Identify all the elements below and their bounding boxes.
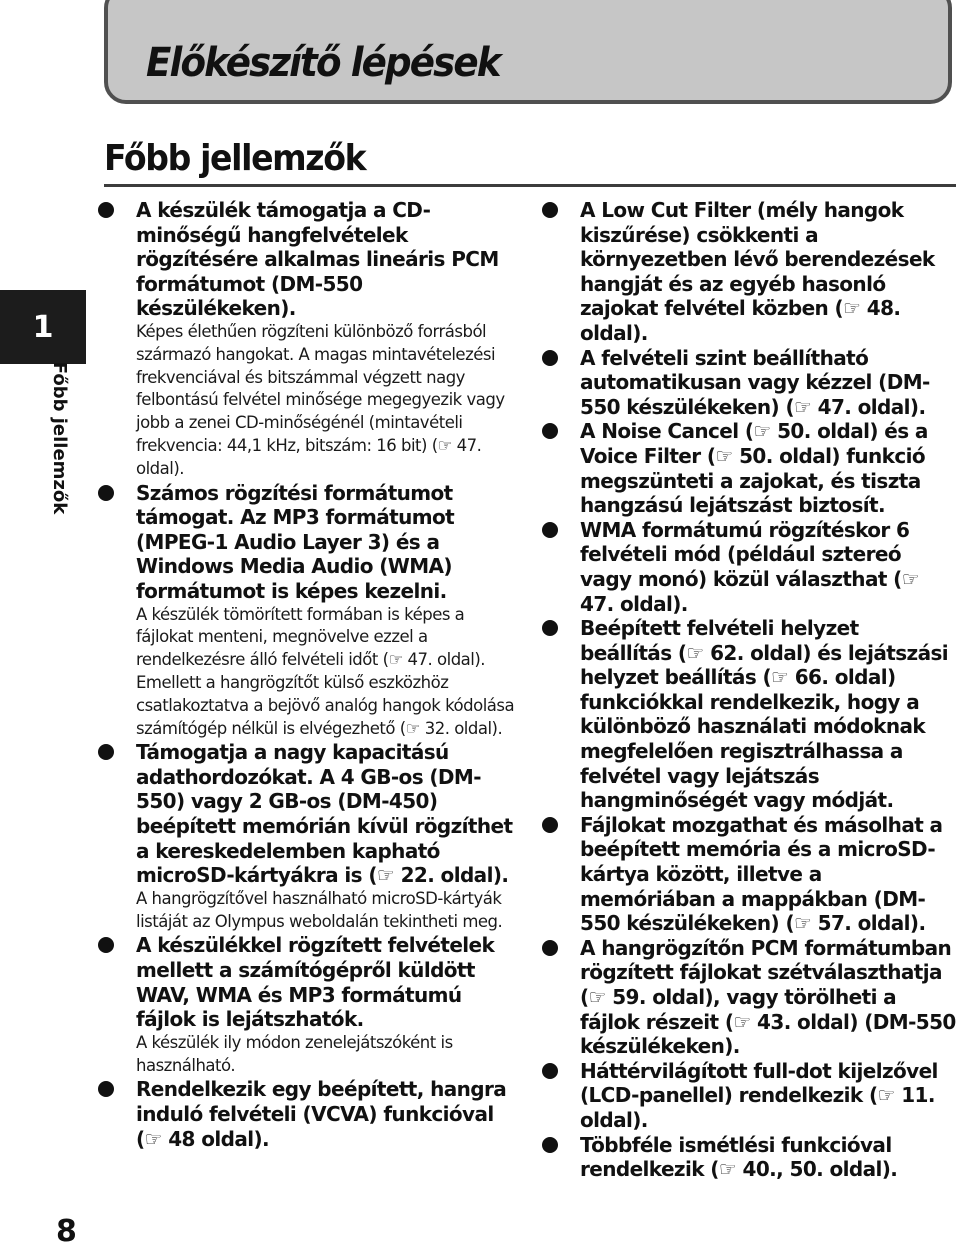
feature-item [542,616,956,813]
feature-description: Képes élethűen rögzíteni különböző forrásból származó hangokat. A magas mintavételezési frekvenciával és bitszámmal végzett nagy felbontású felvétel minősége megegyezik vagy jobb a zenei CD-minőségénél (mintavételi frekvencia: 44,1 kHz, bitszám: 16 bit) (☞ 47. oldal). [136,321,505,478]
bullet-icon [98,1081,114,1097]
chapter-tab-number: 1 [32,309,54,345]
bullet-icon [542,1063,558,1079]
feature-headline: WMA formátumú rögzítéskor 6 felvételi mód (például sztereó vagy monó) közül választhat (☞ 47. oldal). [580,517,920,616]
feature-item [542,1059,956,1133]
bullet-icon [542,350,558,366]
bullet-icon [542,817,558,833]
feature-headline: Többféle ismétlési funkcióval rendelkezik (☞ 40., 50. oldal). [580,1132,898,1182]
feature-list-right [542,198,956,1182]
feature-headline: Támogatja a nagy kapacitású adathordozókat. A 4 GB-os (DM-550) vagy 2 GB-os (DM-450) beépített memórián kívül rögzíthet a kereskedelemben kapható microSD-kártyákra is (☞ 22. oldal). [136,740,513,888]
feature-item [98,481,518,741]
feature-item [98,933,518,1077]
feature-item [98,1077,518,1151]
chapter-title: Előkészítő lépések [146,40,500,86]
feature-headline: A készülék támogatja a CD-minőségű hangfelvételek rögzítésére alkalmas lineáris PCM formátumot (DM-550 készülékeken). [136,198,499,321]
chapter-tab [0,290,86,364]
bullet-icon [98,202,114,218]
section-title: Főbb jellemzők [104,138,366,179]
feature-item [98,740,518,933]
feature-headline: A készülékkel rögzített felvételek mellett a számítógépről küldött WAV, WMA és MP3 formátumú fájlok is lejátszhatók. [136,933,495,1032]
feature-item [542,518,956,616]
feature-item [98,198,518,481]
feature-headline: Számos rögzítési formátumot támogat. Az MP3 formátumot (MPEG-1 Audio Layer 3) és a Windows Media Audio (WMA) formátumot is képes kezelni. [136,480,455,603]
feature-item [542,198,956,346]
bullet-icon [98,744,114,760]
bullet-icon [542,1137,558,1153]
feature-description: A hangrögzítővel használható microSD-kártyák listáját az Olympus weboldalán tekintheti meg. [136,888,503,931]
feature-description: A készülék tömörített formában is képes a fájlokat menteni, megnövelve ezzel a rendelkezésre álló felvételi időt (☞ 47. oldal). Emellett a hangrögzítőt külső eszközhöz csatlakoztatva a bejövő analóg hangok kódolása számítógép nélkül is elvégezhető (☞ 32. oldal). [136,604,515,738]
feature-item [542,1133,956,1182]
bullet-icon [542,522,558,538]
feature-headline: Rendelkezik egy beépített, hangra induló felvételi (VCVA) funkcióval (☞ 48 oldal). [136,1077,507,1151]
feature-item [542,346,956,420]
feature-headline: A Noise Cancel (☞ 50. oldal) és a Voice Filter (☞ 50. oldal) funkció megszünteti a zajokat, és tiszta hangzású lejátszást biztosít. [580,419,928,518]
feature-headline: Beépített felvételi helyzet beállítás (☞ 62. oldal) és lejátszási helyzet beállítás (☞ 66. oldal) funkciókkal rendelkezik, hogy a különböző használati módoknak megfelelően regisztrálhassa a felvétel vagy lejátszás hangminőségét vagy módját. [580,616,949,813]
feature-item [542,813,956,936]
page-number: 8 [56,1214,77,1249]
bullet-icon [542,620,558,636]
bullet-icon [542,423,558,439]
bullet-icon [542,202,558,218]
feature-headline: A felvételi szint beállítható automatikusan vagy kézzel (DM-550 készülékeken) (☞ 47. oldal). [580,345,930,419]
feature-description: A készülék ily módon zenelejátszóként is használható. [136,1032,453,1075]
feature-headline: Fájlokat mozgathat és másolhat a beépített memória és a microSD-kártya között, illetve a memóriában a mappákban (DM-550 készülékeken) (☞ 57. oldal). [580,812,943,936]
chapter-tab-label: Főbb jellemzők [49,361,70,515]
bullet-icon [542,940,558,956]
feature-item [542,936,956,1059]
bullet-icon [98,937,114,953]
bullet-icon [98,485,114,501]
section-divider [104,184,956,187]
feature-headline: A hangrögzítőn PCM formátumban rögzített fájlokat szétválaszthatja (☞ 59. oldal), vagy törölheti a fájlok részeit (☞ 43. oldal) (DM-550 készülékeken). [580,935,956,1059]
feature-headline: A Low Cut Filter (mély hangok kiszűrése) csökkenti a környezetben lévő berendezések hangját és az egyéb hasonló zajokat felvétel közben (☞ 48. oldal). [580,198,935,345]
feature-item [542,419,956,517]
feature-list-left [98,198,518,1151]
feature-headline: Háttérvilágított full-dot kijelzővel (LCD-panellel) rendelkezik (☞ 11. oldal). [580,1058,938,1132]
